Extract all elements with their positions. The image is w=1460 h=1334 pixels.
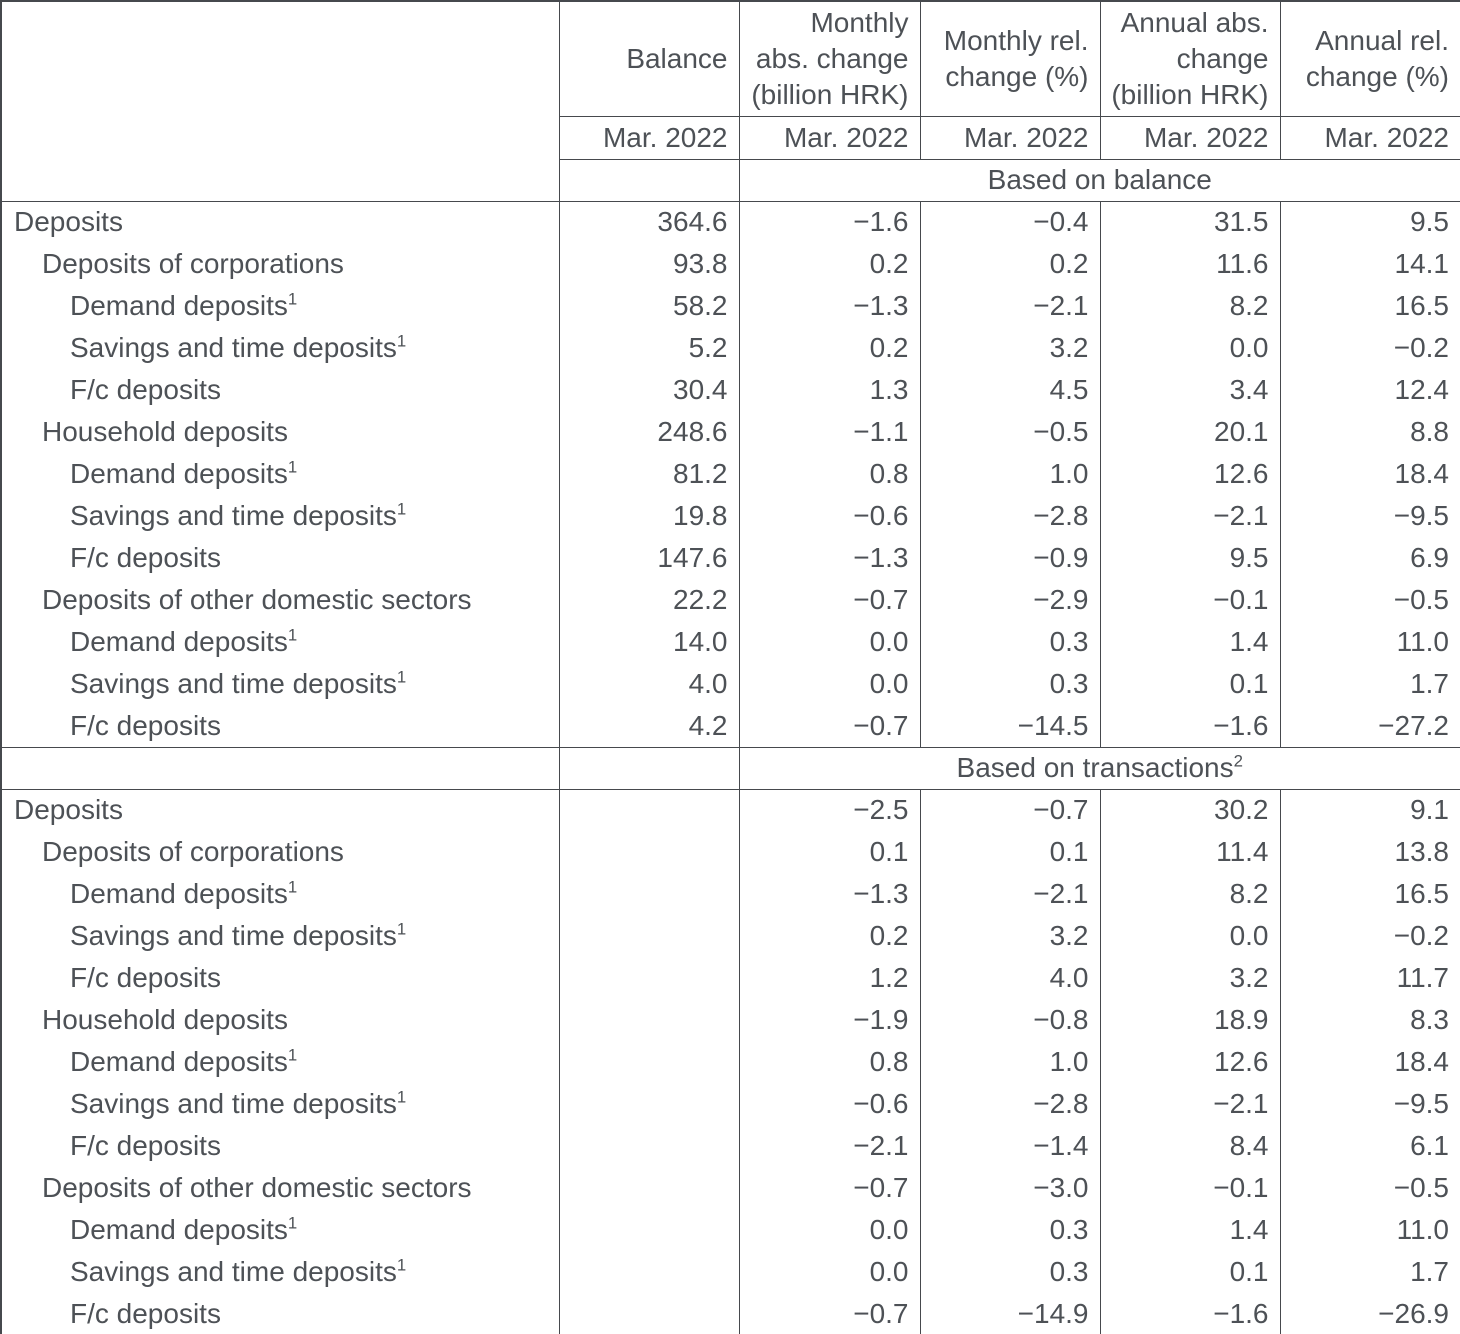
cell-balance [559, 999, 739, 1041]
cell-annual-rel: 1.7 [1280, 663, 1460, 705]
row-label: Deposits [1, 201, 559, 243]
cell-monthly-rel: 3.2 [920, 327, 1100, 369]
table-row [1, 1209, 1460, 1251]
row-label: Savings and time deposits$^1$ [1, 663, 559, 705]
footnote-marker: 1 [287, 289, 298, 309]
cell-monthly-abs: 0.8 [739, 1041, 920, 1083]
cell-balance [559, 915, 739, 957]
row-label: Savings and time deposits$^1$ [1, 1251, 559, 1293]
footnote-marker: 1 [287, 1045, 298, 1065]
period-balance: Mar. 2022 [559, 116, 739, 159]
cell-balance: 248.6 [559, 411, 739, 453]
cell-balance [559, 957, 739, 999]
cell-balance: 147.6 [559, 537, 739, 579]
table-row [1, 1041, 1460, 1083]
cell-monthly-abs: 0.1 [739, 831, 920, 873]
row-label: Savings and time deposits$^1$ [1, 915, 559, 957]
cell-balance: 58.2 [559, 285, 739, 327]
cell-annual-rel: 12.4 [1280, 369, 1460, 411]
cell-monthly-abs: 0.2 [739, 327, 920, 369]
cell-monthly-abs: −0.7 [739, 705, 920, 747]
cell-monthly-abs: −2.5 [739, 789, 920, 831]
table-row [1, 831, 1460, 873]
row-label: F/c deposits [1, 1125, 559, 1167]
cell-monthly-abs: −1.6 [739, 201, 920, 243]
cell-annual-abs: 3.4 [1100, 369, 1280, 411]
cell-monthly-abs: 0.2 [739, 243, 920, 285]
table-row [1, 1083, 1460, 1125]
row-label-header-cell [1, 1, 559, 201]
cell-annual-abs: −2.1 [1100, 1083, 1280, 1125]
table-row [1, 621, 1460, 663]
cell-annual-rel: 8.8 [1280, 411, 1460, 453]
cell-balance: 364.6 [559, 201, 739, 243]
cell-monthly-abs: −0.7 [739, 1167, 920, 1209]
cell-monthly-rel: −1.4 [920, 1125, 1100, 1167]
table-row [1, 243, 1460, 285]
cell-annual-abs: 8.2 [1100, 873, 1280, 915]
cell-annual-rel: −0.2 [1280, 327, 1460, 369]
row-label: Savings and time deposits$^1$ [1, 1083, 559, 1125]
table-row [1, 999, 1460, 1041]
cell-monthly-abs: −1.9 [739, 999, 920, 1041]
cell-balance: 4.2 [559, 705, 739, 747]
cell-monthly-abs: −0.7 [739, 1293, 920, 1334]
cell-monthly-rel: −2.1 [920, 285, 1100, 327]
cell-annual-rel: 11.0 [1280, 621, 1460, 663]
period-annual-rel: Mar. 2022 [1280, 116, 1460, 159]
row-label: F/c deposits [1, 1293, 559, 1334]
row-label: F/c deposits [1, 957, 559, 999]
cell-annual-rel: 13.8 [1280, 831, 1460, 873]
section-balance-spacer-cell [559, 747, 739, 789]
cell-annual-rel: 18.4 [1280, 453, 1460, 495]
cell-annual-rel: 14.1 [1280, 243, 1460, 285]
cell-annual-abs: 20.1 [1100, 411, 1280, 453]
cell-monthly-rel: 0.3 [920, 621, 1100, 663]
table-row [1, 1251, 1460, 1293]
row-label: Deposits of other domestic sectors [1, 1167, 559, 1209]
cell-monthly-abs: 0.0 [739, 1209, 920, 1251]
cell-annual-abs: 12.6 [1100, 453, 1280, 495]
table-row [1, 537, 1460, 579]
cell-annual-rel: 6.9 [1280, 537, 1460, 579]
table-row [1, 1293, 1460, 1334]
cell-monthly-rel: 3.2 [920, 915, 1100, 957]
cell-monthly-rel: 4.5 [920, 369, 1100, 411]
cell-monthly-rel: 4.0 [920, 957, 1100, 999]
cell-monthly-rel: 0.3 [920, 663, 1100, 705]
cell-monthly-rel: −14.9 [920, 1293, 1100, 1334]
cell-annual-rel: −9.5 [1280, 495, 1460, 537]
footnote-marker: 1 [287, 1213, 298, 1233]
footnote-marker: 1 [396, 667, 407, 687]
cell-annual-abs: −0.1 [1100, 1167, 1280, 1209]
cell-monthly-rel: −2.8 [920, 495, 1100, 537]
table-body [1, 1, 1460, 1334]
cell-annual-rel: −0.2 [1280, 915, 1460, 957]
cell-monthly-abs: −1.1 [739, 411, 920, 453]
cell-annual-abs: 12.6 [1100, 1041, 1280, 1083]
cell-annual-rel: 1.7 [1280, 1251, 1460, 1293]
row-label: Demand deposits$^1$ [1, 1209, 559, 1251]
cell-monthly-rel: −0.7 [920, 789, 1100, 831]
cell-monthly-rel: 0.3 [920, 1209, 1100, 1251]
cell-balance: 93.8 [559, 243, 739, 285]
cell-balance: 4.0 [559, 663, 739, 705]
table-row [1, 873, 1460, 915]
cell-annual-rel: 8.3 [1280, 999, 1460, 1041]
row-label: F/c deposits [1, 537, 559, 579]
footnote-marker: 1 [287, 877, 298, 897]
table-row [1, 1167, 1460, 1209]
row-label: Deposits [1, 789, 559, 831]
footnote-marker: 1 [396, 1087, 407, 1107]
cell-annual-abs: −1.6 [1100, 1293, 1280, 1334]
cell-monthly-abs: −0.7 [739, 579, 920, 621]
cell-balance [559, 1209, 739, 1251]
row-label: Demand deposits$^1$ [1, 873, 559, 915]
cell-monthly-abs: −2.1 [739, 1125, 920, 1167]
cell-balance [559, 1083, 739, 1125]
cell-balance [559, 1293, 739, 1334]
table-row [1, 705, 1460, 747]
cell-annual-abs: 30.2 [1100, 789, 1280, 831]
cell-annual-rel: −0.5 [1280, 1167, 1460, 1209]
row-label: F/c deposits [1, 705, 559, 747]
cell-annual-abs: 0.1 [1100, 663, 1280, 705]
footnote-marker: 1 [396, 499, 407, 519]
cell-monthly-rel: −3.0 [920, 1167, 1100, 1209]
cell-annual-rel: 6.1 [1280, 1125, 1460, 1167]
cell-monthly-abs: 1.3 [739, 369, 920, 411]
cell-annual-abs: 11.4 [1100, 831, 1280, 873]
cell-annual-abs: 11.6 [1100, 243, 1280, 285]
cell-annual-rel: 18.4 [1280, 1041, 1460, 1083]
row-label: Deposits of corporations [1, 243, 559, 285]
cell-annual-abs: 1.4 [1100, 1209, 1280, 1251]
cell-annual-rel: 9.1 [1280, 789, 1460, 831]
cell-monthly-rel: 1.0 [920, 1041, 1100, 1083]
cell-annual-abs: 18.9 [1100, 999, 1280, 1041]
cell-monthly-abs: 0.0 [739, 621, 920, 663]
cell-annual-rel: 16.5 [1280, 285, 1460, 327]
cell-annual-abs: 3.2 [1100, 957, 1280, 999]
header-row-titles [1, 1, 1460, 116]
cell-annual-abs: 0.1 [1100, 1251, 1280, 1293]
cell-monthly-rel: −14.5 [920, 705, 1100, 747]
footnote-marker: 1 [396, 331, 407, 351]
footnote-marker: 1 [287, 625, 298, 645]
row-label: Deposits of corporations [1, 831, 559, 873]
section-label-spacer-cell [1, 747, 559, 789]
period-annual-abs: Mar. 2022 [1100, 116, 1280, 159]
row-label: Demand deposits$^1$ [1, 1041, 559, 1083]
cell-monthly-abs: −0.6 [739, 1083, 920, 1125]
cell-monthly-abs: −1.3 [739, 285, 920, 327]
footnote-marker: 1 [396, 919, 407, 939]
section-title: Based on balance [739, 159, 1460, 201]
table-row [1, 1125, 1460, 1167]
cell-balance: 14.0 [559, 621, 739, 663]
footnote-marker: 1 [396, 1255, 407, 1275]
cell-annual-abs: 0.0 [1100, 915, 1280, 957]
table-row [1, 201, 1460, 243]
cell-annual-rel: −9.5 [1280, 1083, 1460, 1125]
cell-annual-abs: −1.6 [1100, 705, 1280, 747]
cell-monthly-rel: −2.9 [920, 579, 1100, 621]
cell-monthly-rel: 1.0 [920, 453, 1100, 495]
table-row [1, 915, 1460, 957]
row-label: Demand deposits$^1$ [1, 621, 559, 663]
footnote-marker: 1 [287, 457, 298, 477]
cell-annual-abs: 9.5 [1100, 537, 1280, 579]
cell-annual-abs: 31.5 [1100, 201, 1280, 243]
cell-monthly-abs: −1.3 [739, 537, 920, 579]
cell-balance [559, 873, 739, 915]
table-row [1, 579, 1460, 621]
cell-annual-rel: −27.2 [1280, 705, 1460, 747]
row-label: F/c deposits [1, 369, 559, 411]
table-row [1, 789, 1460, 831]
cell-monthly-abs: −1.3 [739, 873, 920, 915]
cell-monthly-rel: −2.8 [920, 1083, 1100, 1125]
table-row [1, 453, 1460, 495]
row-label: Savings and time deposits$^1$ [1, 327, 559, 369]
cell-balance [559, 1167, 739, 1209]
row-label: Household deposits [1, 411, 559, 453]
cell-monthly-abs: 1.2 [739, 957, 920, 999]
section-balance-spacer-cell [559, 159, 739, 201]
column-header-annual-rel: Annual rel. change (%) [1280, 1, 1460, 116]
row-label: Deposits of other domestic sectors [1, 579, 559, 621]
cell-annual-abs: 0.0 [1100, 327, 1280, 369]
cell-monthly-abs: 0.8 [739, 453, 920, 495]
cell-balance [559, 789, 739, 831]
row-label: Household deposits [1, 999, 559, 1041]
period-monthly-abs: Mar. 2022 [739, 116, 920, 159]
table-row [1, 327, 1460, 369]
cell-balance [559, 1041, 739, 1083]
cell-monthly-rel: 0.1 [920, 831, 1100, 873]
cell-monthly-abs: 0.0 [739, 663, 920, 705]
row-label: Savings and time deposits$^1$ [1, 495, 559, 537]
cell-balance: 19.8 [559, 495, 739, 537]
period-monthly-rel: Mar. 2022 [920, 116, 1100, 159]
column-header-annual-abs: Annual abs. change (billion HRK) [1100, 1, 1280, 116]
cell-balance [559, 831, 739, 873]
cell-annual-abs: −0.1 [1100, 579, 1280, 621]
table-row [1, 663, 1460, 705]
table-row [1, 285, 1460, 327]
cell-monthly-abs: 0.2 [739, 915, 920, 957]
cell-annual-abs: 1.4 [1100, 621, 1280, 663]
cell-balance [559, 1251, 739, 1293]
cell-monthly-abs: −0.6 [739, 495, 920, 537]
cell-monthly-rel: −0.9 [920, 537, 1100, 579]
cell-annual-rel: −26.9 [1280, 1293, 1460, 1334]
cell-annual-rel: 9.5 [1280, 201, 1460, 243]
cell-balance: 81.2 [559, 453, 739, 495]
cell-monthly-rel: 0.3 [920, 1251, 1100, 1293]
row-label: Demand deposits$^1$ [1, 453, 559, 495]
cell-balance [559, 1125, 739, 1167]
cell-monthly-rel: −0.5 [920, 411, 1100, 453]
table-row [1, 495, 1460, 537]
cell-annual-abs: −2.1 [1100, 495, 1280, 537]
column-header-monthly-rel: Monthly rel. change (%) [920, 1, 1100, 116]
section-header-row [1, 747, 1460, 789]
section-title: Based on transactions$^2$ [739, 747, 1460, 789]
cell-annual-abs: 8.4 [1100, 1125, 1280, 1167]
cell-balance: 30.4 [559, 369, 739, 411]
cell-annual-rel: 11.7 [1280, 957, 1460, 999]
cell-monthly-abs: 0.0 [739, 1251, 920, 1293]
cell-monthly-rel: 0.2 [920, 243, 1100, 285]
column-header-monthly-abs: Monthly abs. change (billion HRK) [739, 1, 920, 116]
cell-monthly-rel: −2.1 [920, 873, 1100, 915]
column-header-balance: Balance [559, 1, 739, 116]
cell-annual-rel: 11.0 [1280, 1209, 1460, 1251]
cell-annual-rel: 16.5 [1280, 873, 1460, 915]
footnote-marker: 2 [1233, 751, 1243, 771]
cell-monthly-rel: −0.4 [920, 201, 1100, 243]
cell-balance: 22.2 [559, 579, 739, 621]
cell-annual-abs: 8.2 [1100, 285, 1280, 327]
table-row [1, 369, 1460, 411]
cell-balance: 5.2 [559, 327, 739, 369]
row-label: Demand deposits$^1$ [1, 285, 559, 327]
cell-monthly-rel: −0.8 [920, 999, 1100, 1041]
table-row [1, 411, 1460, 453]
table-row [1, 957, 1460, 999]
cell-annual-rel: −0.5 [1280, 579, 1460, 621]
